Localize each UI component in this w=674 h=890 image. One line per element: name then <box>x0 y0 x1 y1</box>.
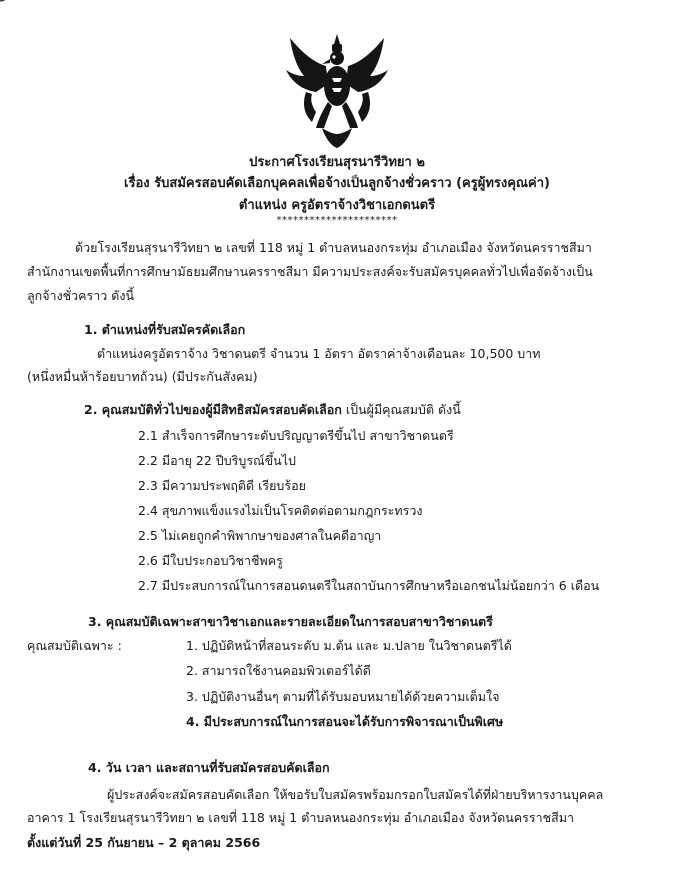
section-1-heading: 1. ตำแหน่งที่รับสมัครคัดเลือก <box>84 322 246 337</box>
separator-stars: ********************** <box>276 215 398 226</box>
section-2-heading-rest: เป็นผู้มีคุณสมบัติ ดังนี้ <box>341 402 461 417</box>
section-3-item: 2. สามารถใช้งานคอมพิวเตอร์ได้ดี <box>186 663 371 678</box>
section-1-line-1: ตำแหน่งครูอัตราจ้าง วิชาดนตรี จำนวน 1 อัตรา อัตราค่าจ้างเดือนละ 10,500 บาท <box>97 346 541 361</box>
section-1-line-2: (หนึ่งหมื่นห้าร้อยบาทถ้วน) (มีประกันสังคม) <box>27 369 258 384</box>
section-2-item: 2.6 มีใบประกอบวิชาชีพครู <box>138 553 283 568</box>
intro-line-2: สำนักงานเขตพื้นที่การศึกษามัธยมศึกษานครราชสีมา มีความประสงค์จะรับสมัครบุคคลทั่วไปเพื่อจัดจ้างเป็น <box>27 264 593 279</box>
section-2-item: 2.4 สุขภาพแข็งแรงไม่เป็นโรคติดต่อตามกฎกระทรวง <box>138 503 423 518</box>
section-4-line-2: อาคาร 1 โรงเรียนสุรนารีวิทยา ๒ เลขที่ 118 หมู่ 1 ตำบลหนองกระทุ่ม อำเภอเมือง จังหวัดนครราชสีมา <box>27 810 574 825</box>
section-3-item: 1. ปฏิบัติหน้าที่สอนระดับ ม.ต้น และ ม.ปลาย ในวิชาดนตรีได้ <box>186 638 512 653</box>
section-4-line-1: ผู้ประสงค์จะสมัครสอบคัดเลือก ให้ขอรับใบสมัครพร้อมกรอกใบสมัครได้ที่ฝ่ายบริหารงานบุคคล <box>107 787 604 802</box>
section-2-item: 2.7 มีประสบการณ์ในการสอนดนตรีในสถาบันการศึกษาหรือเอกชนไม่น้อยกว่า 6 เดือน <box>138 578 600 593</box>
section-2-item: 2.2 มีอายุ 22 ปีบริบูรณ์ขึ้นไป <box>138 453 296 468</box>
section-3-item: 4. มีประสบการณ์ในการสอนจะได้รับการพิจารณาเป็นพิเศษ <box>186 714 504 729</box>
section-3-heading: 3. คุณสมบัติเฉพาะสาขาวิชาเอกและรายละเอียดในการสอบสาขาวิชาดนตรี <box>88 614 493 629</box>
section-2-heading <box>84 400 461 420</box>
section-4-dates: ตั้งแต่วันที่ 25 กันยายน – 2 ตุลาคม 2566 <box>27 835 261 850</box>
section-3-item: 3. ปฏิบัติงานอื่นๆ ตามที่ได้รับมอบหมายได้ด้วยความเต็มใจ <box>186 689 500 704</box>
announcement-subject: เรื่อง รับสมัครสอบคัดเลือกบุคคลเพื่อจ้างเป็นลูกจ้างชั่วคราว (ครูผู้ทรงคุณค่า) <box>124 176 550 191</box>
section-2-heading-bold: 2. คุณสมบัติทั่วไปของผู้มีสิทธิสมัครสอบคัดเลือก <box>84 402 342 417</box>
section-2-item: 2.3 มีความประพฤติดี เรียบร้อย <box>138 478 306 493</box>
page-corner-mark <box>0 0 26 15</box>
section-3-label: คุณสมบัติเฉพาะ : <box>27 638 122 653</box>
section-2-item: 2.5 ไม่เคยถูกคำพิพากษาของศาลในคดีอาญา <box>138 528 382 543</box>
intro-line-3: ลูกจ้างชั่วคราว ดังนี้ <box>27 288 135 303</box>
announcement-title: ประกาศโรงเรียนสุรนารีวิทยา ๒ <box>249 155 425 170</box>
intro-line-1: ด้วยโรงเรียนสุรนารีวิทยา ๒ เลขที่ 118 หมู่ 1 ตำบลหนองกระทุ่ม อำเภอเมือง จังหวัดนครราชสีมา <box>75 240 592 255</box>
section-2-item: 2.1 สำเร็จการศึกษาระดับปริญญาตรีขึ้นไป สาขาวิชาดนตรี <box>138 428 454 443</box>
position-title: ตำแหน่ง ครูอัตราจ้างวิชาเอกดนตรี <box>238 198 436 213</box>
garuda-emblem-icon <box>282 32 392 150</box>
section-4-heading: 4. วัน เวลา และสถานที่รับสมัครสอบคัดเลือก <box>88 760 330 775</box>
